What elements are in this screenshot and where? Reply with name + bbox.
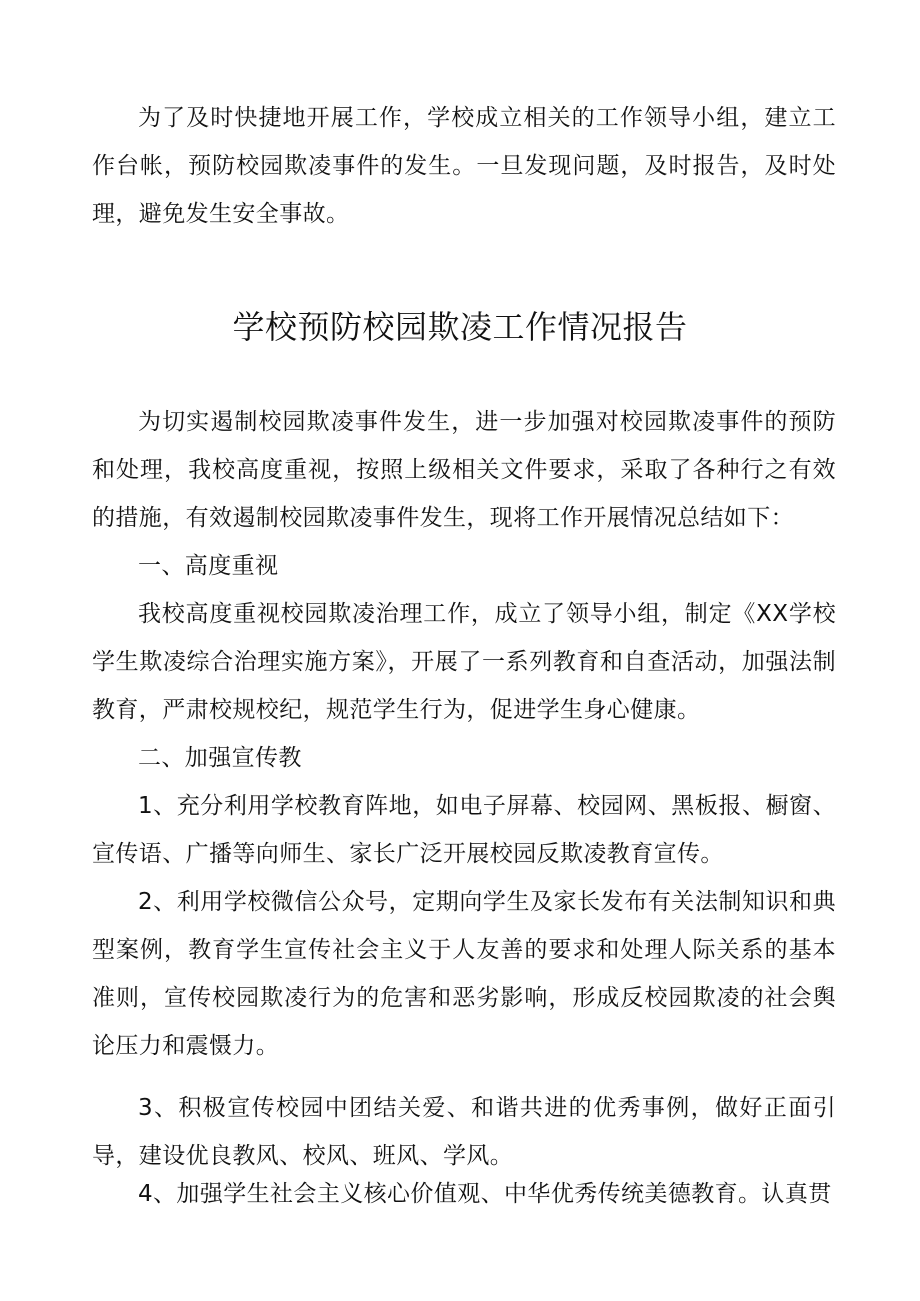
list-item-2: 2、利用学校微信公众号，定期向学生及家长发布有关法制知识和典型案例，教育学生宣传社会主义于人友善的要求和处理人际关系的基本准则，宣传校园欺凌行为的危害和恶劣影响，形成反校园欺凌的社会舆论压力和震慑力。 [92,889,836,1059]
opening-paragraph: 为切实遏制校园欺凌事件发生，进一步加强对校园欺凌事件的预防和处理，我校高度重视，按照上级相关文件要求，采取了各种行之有效的措施，有效遏制校园欺凌事件发生，现将工作开展情况总结如下： [92,409,836,531]
list-item-1: 1、充分利用学校教育阵地，如电子屏幕、校园网、黑板报、橱窗、宣传语、广播等向师生、家长广泛开展校园反欺凌教育宣传。 [92,793,836,867]
list-item-4: 4、加强学生社会主义核心价值观、中华优秀传统美德教育。认真贯 [138,1181,832,1207]
intro-paragraph: 为了及时快捷地开展工作，学校成立相关的工作领导小组，建立工作台帐，预防校园欺凌事件的发生。一旦发现问题，及时报告，及时处理，避免发生安全事故。 [92,105,836,227]
document-title: 学校预防校园欺凌工作情况报告 [232,308,688,346]
section-heading-2: 二、加强宣传教 [138,745,302,771]
list-item-3: 3、积极宣传校园中团结关爱、和谐共进的优秀事例，做好正面引导，建设优良教风、校风、班风、学风。 [92,1095,836,1169]
section-1-paragraph: 我校高度重视校园欺凌治理工作，成立了领导小组，制定《XX学校学生欺凌综合治理实施方案》，开展了一系列教育和自查活动，加强法制教育，严肃校规校纪，规范学生行为，促进学生身心健康。 [92,601,836,723]
section-heading-1: 一、高度重视 [138,553,279,579]
